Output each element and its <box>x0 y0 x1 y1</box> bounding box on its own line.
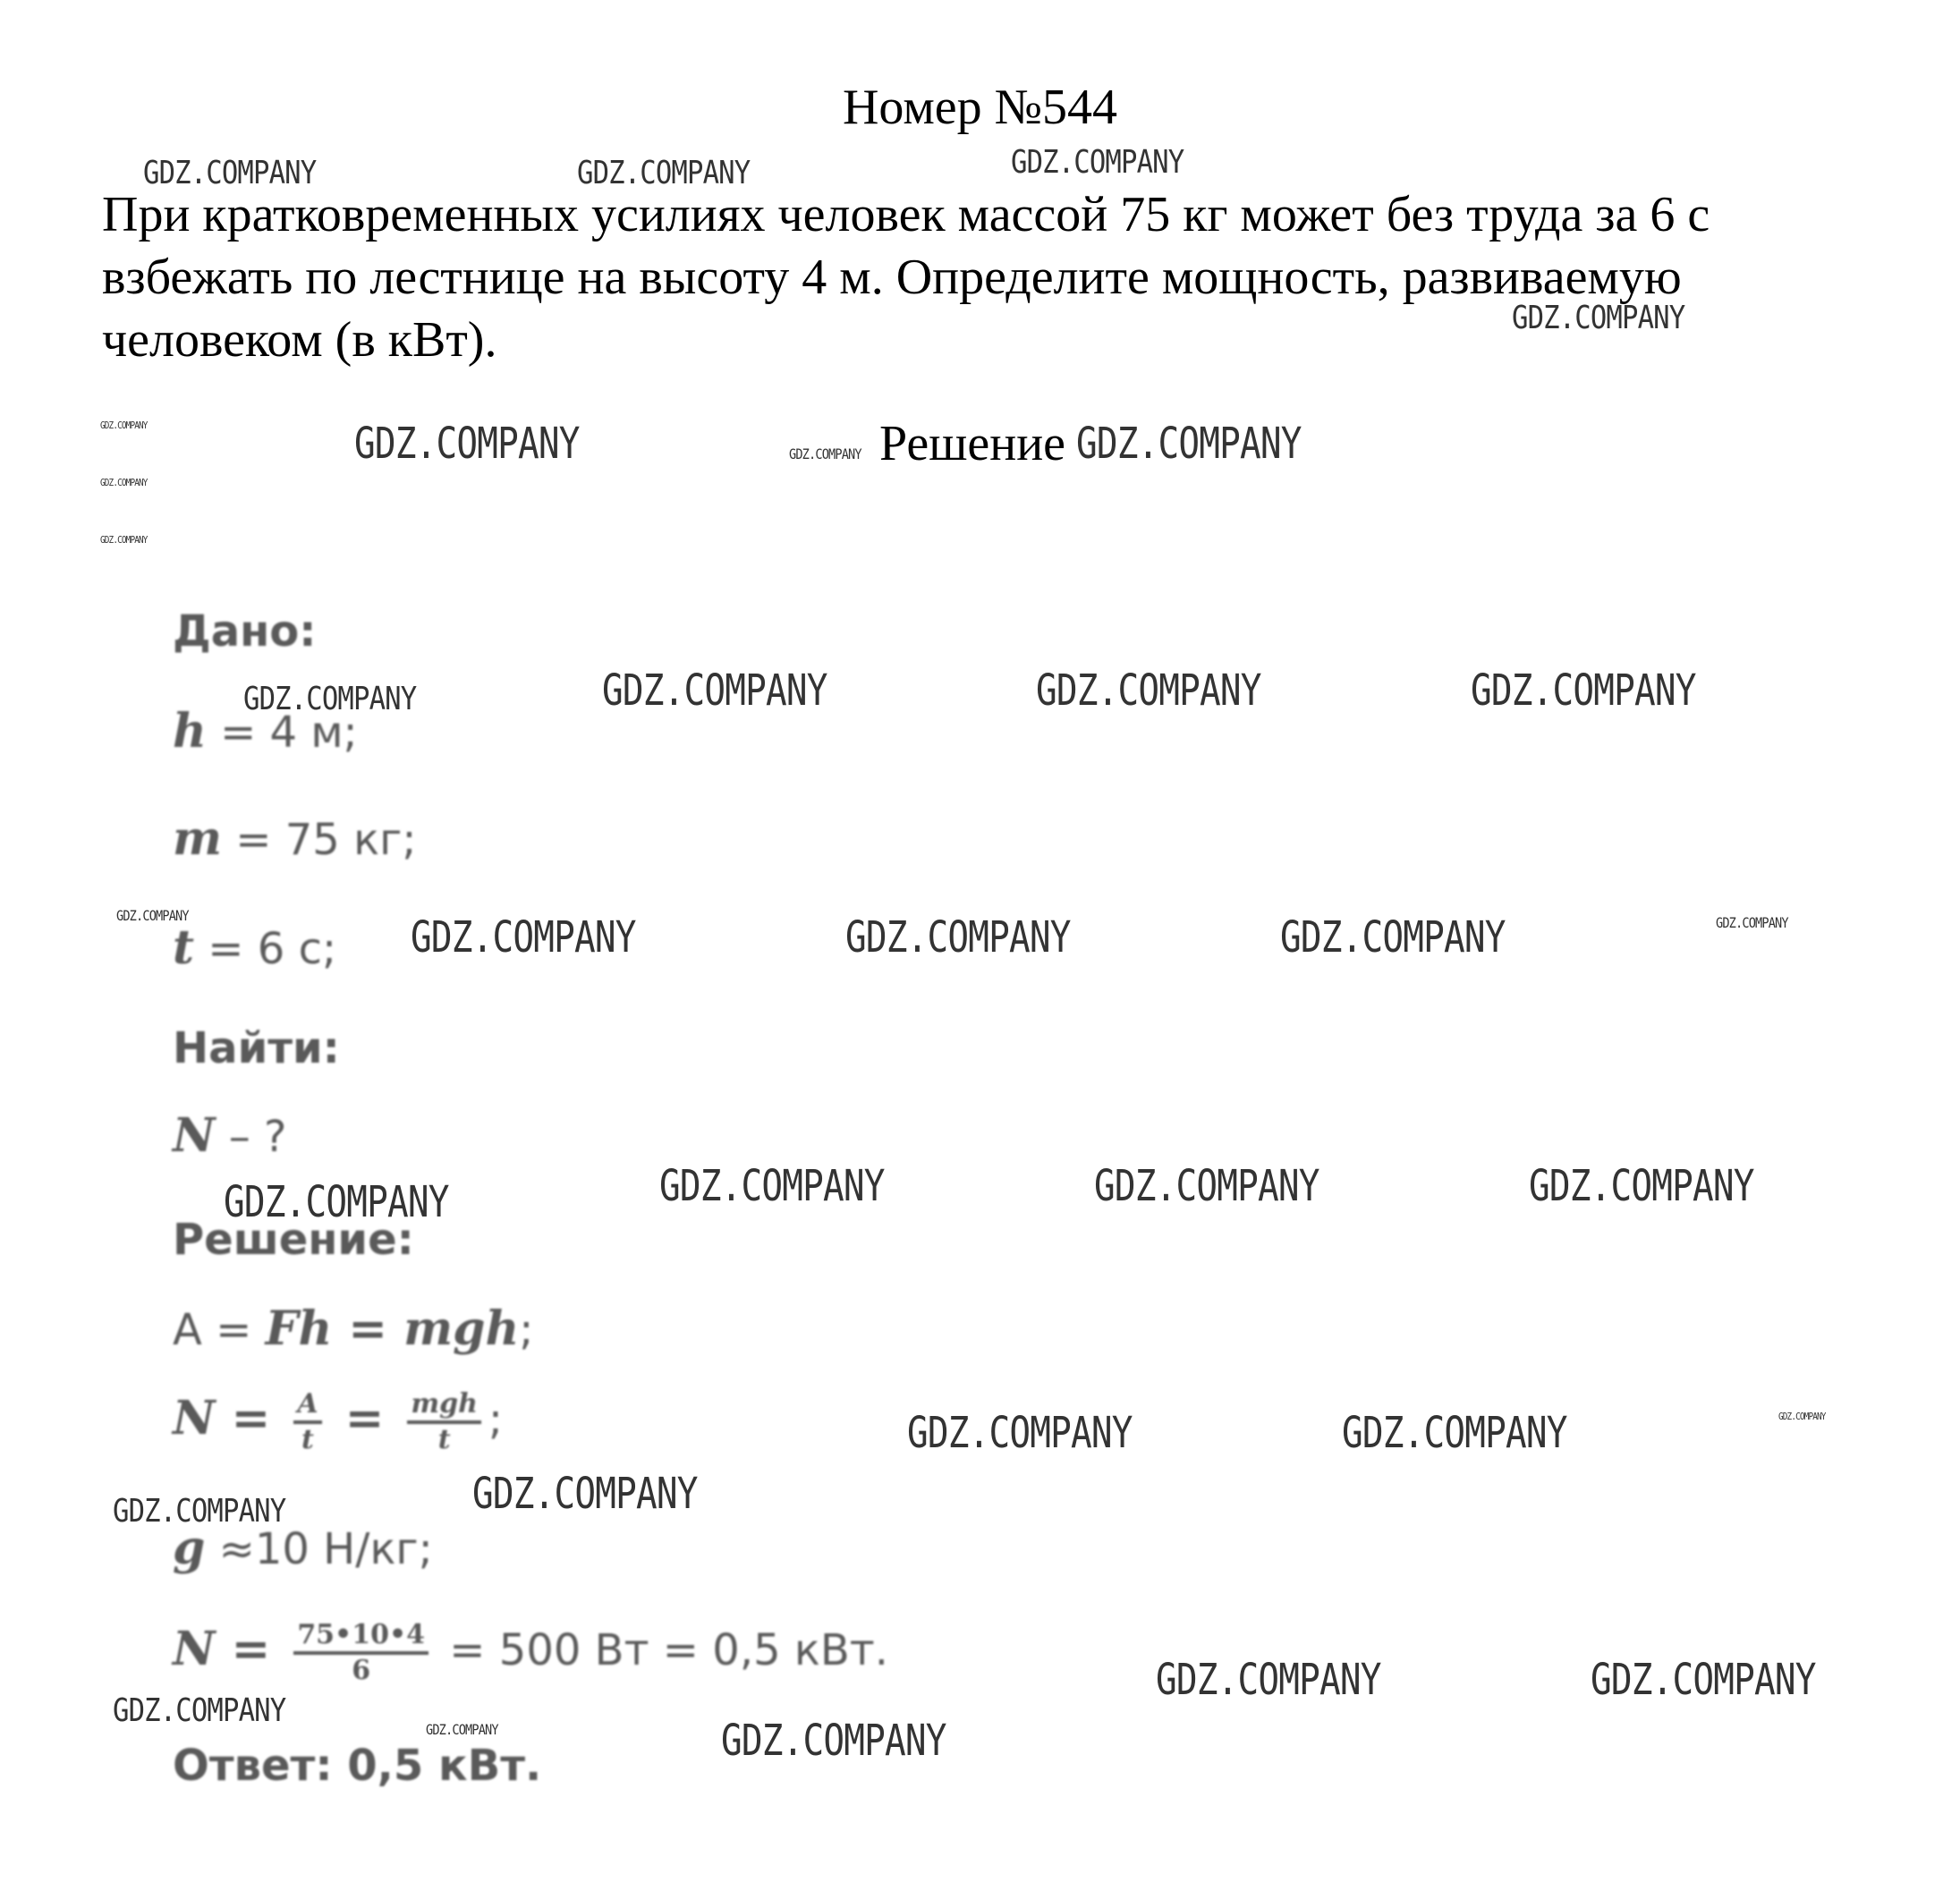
watermark: GDZ.COMPANY <box>472 1469 698 1519</box>
watermark: GDZ.COMPANY <box>1011 144 1184 181</box>
given-mass-value: = 75 кг; <box>222 815 417 865</box>
fraction-numerator: A <box>293 1388 321 1424</box>
watermark: GDZ.COMPANY <box>143 155 317 191</box>
symbol-t: t <box>173 920 195 975</box>
power-formula <box>173 1388 503 1456</box>
watermark: GDZ.COMPANY <box>426 1721 498 1738</box>
power-tail: ; <box>488 1395 504 1445</box>
watermark: GDZ.COMPANY <box>100 420 148 431</box>
watermark: GDZ.COMPANY <box>1076 419 1302 469</box>
fraction-mgh-over-t <box>407 1388 481 1456</box>
watermark: GDZ.COMPANY <box>1342 1408 1567 1458</box>
watermark: GDZ.COMPANY <box>411 912 636 962</box>
watermark: GDZ.COMPANY <box>789 445 861 462</box>
watermark: GDZ.COMPANY <box>100 477 148 488</box>
watermark: GDZ.COMPANY <box>577 155 751 191</box>
watermark: GDZ.COMPANY <box>1716 914 1788 931</box>
watermark: GDZ.COMPANY <box>602 665 827 716</box>
problem-line-2: взбежать по лестнице на высоту 4 м. Определите мощность, развиваемую <box>102 250 1682 305</box>
work-eq-tail: ; <box>519 1305 534 1355</box>
find-label: Найти: <box>173 1023 340 1073</box>
watermark: GDZ.COMPANY <box>845 912 1071 962</box>
given-time-value: = 6 с; <box>194 924 337 974</box>
symbol-m: m <box>173 811 223 866</box>
symbol-N: N <box>173 1108 216 1163</box>
watermark: GDZ.COMPANY <box>1529 1161 1754 1211</box>
watermark: GDZ.COMPANY <box>243 681 417 717</box>
given-height-value: = 4 м; <box>206 708 358 758</box>
given-mass <box>173 811 417 866</box>
watermark: GDZ.COMPANY <box>1512 300 1685 336</box>
watermark: GDZ.COMPANY <box>1036 665 1261 716</box>
watermark: GDZ.COMPANY <box>100 534 148 546</box>
watermark: GDZ.COMPANY <box>113 1692 286 1729</box>
find-power-rest: – ? <box>215 1112 287 1162</box>
given-label: Дано: <box>173 606 317 657</box>
watermark: GDZ.COMPANY <box>1094 1161 1319 1211</box>
page-title: Номер №544 <box>842 80 1118 135</box>
calc-lhs: N = <box>173 1622 287 1676</box>
watermark: GDZ.COMPANY <box>907 1408 1133 1458</box>
watermark: GDZ.COMPANY <box>1156 1655 1381 1705</box>
symbol-h: h <box>173 704 207 759</box>
watermark: GDZ.COMPANY <box>659 1161 885 1211</box>
symbol-g: g <box>173 1521 206 1575</box>
fraction-a-over-t <box>293 1388 321 1456</box>
power-mid: = <box>328 1391 401 1445</box>
answer: Ответ: 0,5 кВт. <box>173 1741 542 1791</box>
problem-line-3: человеком (в кВт). <box>102 312 497 368</box>
watermark: GDZ.COMPANY <box>116 907 189 924</box>
work-eq-lead: A = <box>173 1305 266 1355</box>
power-lhs: N = <box>173 1391 287 1445</box>
watermark: GDZ.COMPANY <box>721 1716 946 1766</box>
watermark: GDZ.COMPANY <box>354 419 580 469</box>
watermark: GDZ.COMPANY <box>224 1177 449 1227</box>
work-equation <box>173 1301 534 1356</box>
watermark: GDZ.COMPANY <box>113 1493 286 1530</box>
fraction-denominator: t <box>437 1424 451 1455</box>
watermark: GDZ.COMPANY <box>1591 1655 1816 1705</box>
power-calculation <box>173 1619 888 1687</box>
gravity-value <box>173 1521 433 1575</box>
solution-label: Решение: <box>173 1215 414 1265</box>
watermark: GDZ.COMPANY <box>1778 1411 1826 1422</box>
gravity-value-rest: ≈10 Н/кг; <box>205 1524 433 1574</box>
problem-statement <box>102 183 1891 371</box>
fraction-denominator: t <box>301 1424 314 1455</box>
solution-heading: Решение <box>879 416 1066 471</box>
fraction-denominator: 6 <box>352 1655 371 1686</box>
calc-result: = 500 Вт = 0,5 кВт. <box>436 1625 889 1675</box>
problem-line-1: При кратковременных усилиях человек массой 75 кг может без труда за 6 с <box>102 187 1710 242</box>
find-power <box>173 1108 287 1163</box>
fraction-calc <box>293 1619 428 1687</box>
fraction-numerator: 75•10•4 <box>293 1619 428 1655</box>
given-time <box>173 920 337 975</box>
work-eq-expr: Fh = mgh <box>265 1301 520 1356</box>
watermark: GDZ.COMPANY <box>1280 912 1506 962</box>
watermark: GDZ.COMPANY <box>1471 665 1696 716</box>
fraction-numerator: mgh <box>407 1388 481 1424</box>
